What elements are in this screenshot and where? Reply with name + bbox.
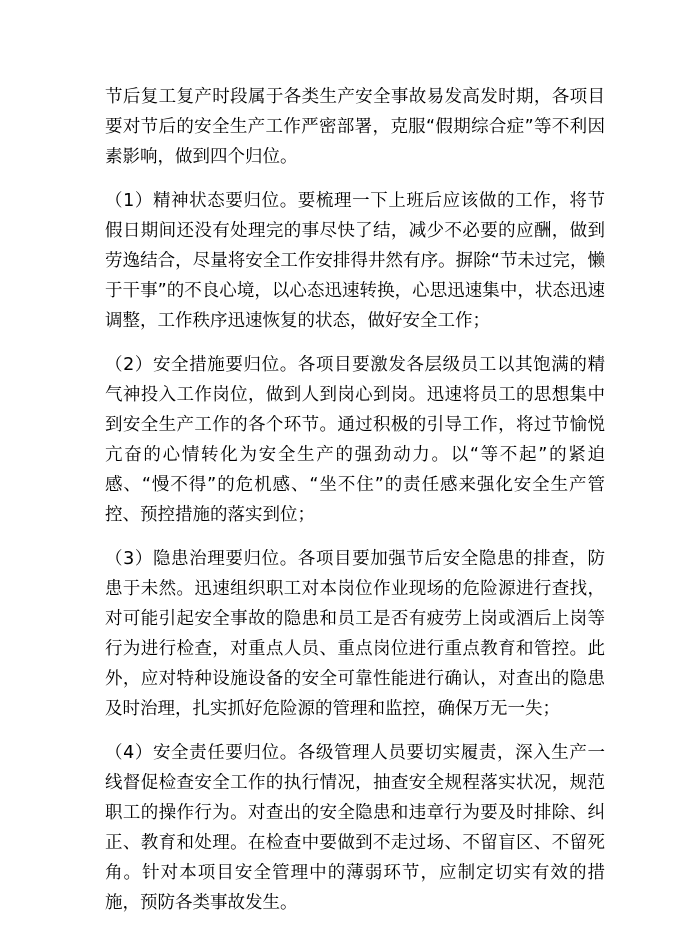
item-2-paragraph: （2）安全措施要归位。各项目要激发各层级员工以其饱满的精气神投入工作岗位，做到人到岗心到岗。迅速将员工的思想集中到安全生产工作的各个环节。通过积极的引导工作，将过节愉悦亢奋的心情转化为安全生产的强劲动力。以“等不起”的紧迫感、“慢不得”的危机感、“坐不住”的责任感来强化安全生产管控、预控措施的落实到位； bbox=[105, 355, 605, 525]
document-body bbox=[105, 82, 605, 932]
intro-paragraph: 节后复工复产时段属于各类生产安全事故易发高发时期，各项目要对节后的安全生产工作严密部署，克服“假期综合症”等不利因素影响，做到四个归位。 bbox=[105, 87, 605, 167]
item-4-paragraph: （4）安全责任要归位。各级管理人员要切实履责，深入生产一线督促检查安全工作的执行情况，抽查安全规程落实状况，规范职工的操作行为。对查出的安全隐患和违章行为要及时排除、纠正、教育和处理。在检查中要做到不走过场、不留盲区、不留死角。针对本项目安全管理中的薄弱环节，应制定切实有效的措施，预防各类事故发生。 bbox=[105, 743, 605, 913]
item-1-paragraph: （1）精神状态要归位。要梳理一下上班后应该做的工作，将节假日期间还没有处理完的事尽快了结，减少不必要的应酬，做到劳逸结合，尽量将安全工作安排得井然有序。摒除“节未过完，懒于干事”的不良心境，以心态迅速转换，心思迅速集中，状态迅速调整，工作秩序迅速恢复的状态，做好安全工作； bbox=[105, 191, 605, 331]
item-3-paragraph: （3）隐患治理要归位。各项目要加强节后安全隐患的排查，防患于未然。迅速组织职工对本岗位作业现场的危险源进行查找，对可能引起安全事故的隐患和员工是否有疲劳上岗或酒后上岗等行为进行检查，对重点人员、重点岗位进行重点教育和管控。此外，应对特种设施设备的安全可靠性能进行确认，对查出的隐患及时治理，扎实抓好危险源的管理和监控，确保万无一失； bbox=[105, 549, 605, 719]
